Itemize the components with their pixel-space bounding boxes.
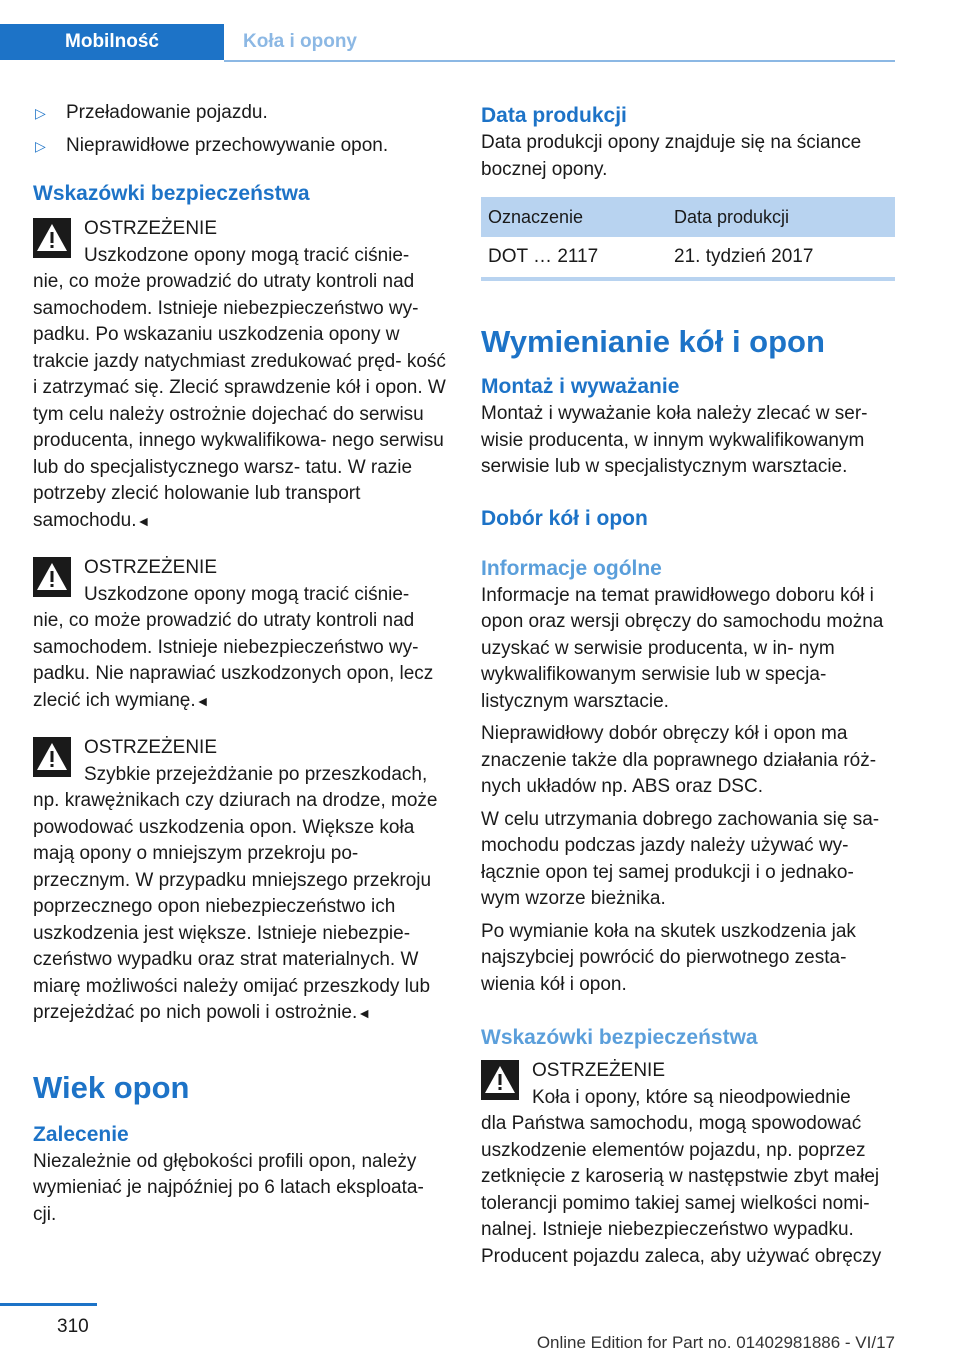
left-column bbox=[33, 100, 451, 1228]
warning-text: nie, co może prowadzić do utraty kontroli nad samochodem. Istnieje niebezpieczeństwo wy- padku. Po wskazaniu uszkodzenia opony w trakcie jazdy natychmiast zredukować pręd- kość i zatrzymać się. Zlecić sprawdzenie kół i opon. W tym celu należy ostrożnie dojechać do serwisu producenta, innego wykwalifikowa- nego serwisu lub do specjalistycznego warsz- tatu. W razie potrzeby zlecić holowanie lub transport samochodu.◄ bbox=[33, 271, 446, 531]
recommendation-heading: Zalecenie bbox=[33, 1122, 129, 1146]
warning-title: OSTRZEŻENIE bbox=[532, 1060, 666, 1081]
warning-title: OSTRZEŻENIE bbox=[84, 557, 218, 578]
table-row bbox=[481, 237, 895, 279]
warning-text-first: Uszkodzone opony mogą tracić ciśnie- bbox=[84, 244, 410, 266]
general-heading: Informacje ogólne bbox=[481, 556, 662, 580]
warning-block bbox=[33, 555, 451, 714]
warning-block bbox=[33, 216, 451, 534]
production-text: Data produkcji opony znajduje się na ściance bocznej opony. bbox=[481, 132, 862, 180]
footer-divider bbox=[0, 1303, 97, 1306]
bullet-list bbox=[33, 100, 451, 159]
bullet-text: Nieprawidłowe przechowywanie opon. bbox=[66, 134, 389, 156]
warning-text: nie, co może prowadzić do utraty kontroli nad samochodem. Istnieje niebezpieczeństwo wy- padku. Nie naprawiać uszkodzonych opon, lecz zlecić ich wymianę.◄ bbox=[33, 610, 434, 711]
production-table bbox=[481, 197, 895, 281]
selection-heading: Dobór kół i opon bbox=[481, 506, 648, 530]
list-item bbox=[33, 100, 451, 127]
general-paragraph: W celu utrzymania dobrego zachowania się sa- mochodu podczas jazdy należy używać wy- łącznie opon tej samej produkcji i o jednako- wym wzorze bieżnika. bbox=[481, 808, 880, 909]
age-heading: Wiek opon bbox=[33, 1069, 190, 1105]
warning-block bbox=[481, 1058, 897, 1270]
tab-mobilnosc[interactable]: Mobilność bbox=[0, 24, 224, 60]
page-number: 310 bbox=[57, 1316, 89, 1337]
production-heading: Data produkcji bbox=[481, 104, 627, 127]
right-column bbox=[481, 100, 897, 1270]
warning-triangle-icon bbox=[33, 218, 71, 258]
recommendation-text: Niezależnie od głębokości profili opon, należy wymieniać je najpóźniej po 6 latach eksploata- cji. bbox=[33, 1150, 424, 1225]
list-item bbox=[33, 133, 451, 160]
general-paragraph: Po wymianie koła na skutek uszkodzenia jak najszybciej powrócić do pierwotnego zesta- wienia kół i opon. bbox=[481, 920, 856, 995]
safety-heading: Wskazówki bezpieczeństwa bbox=[481, 1026, 758, 1049]
warning-title: OSTRZEŻENIE bbox=[84, 737, 218, 758]
header-divider bbox=[224, 60, 895, 62]
warning-title: OSTRZEŻENIE bbox=[84, 218, 218, 239]
table-cell: DOT … 2117 bbox=[481, 237, 667, 279]
table-cell: 21. tydzień 2017 bbox=[667, 237, 895, 279]
bullet-text: Przeładowanie pojazdu. bbox=[66, 102, 268, 123]
warning-text: np. krawężnikach czy dziurach na drodze, może powodować uszkodzenia opon. Większe koła mają opony o mniejszym przekroju po- przecznym. W przypadku mniejszego przekroju poprzecznego opon niebezpieczeństwo ich uszkodzenia jest większe. Istnieje niebezpie- czeństwo wypadku oraz strat materialnych. W miarę możliwości należy omijać przeszkody lub przejeżdżać po nich powoli i ostrożnie.◄ bbox=[33, 790, 438, 1023]
end-mark: ◄ bbox=[357, 1005, 372, 1021]
general-paragraph: Nieprawidłowy dobór obręczy kół i opon ma znaczenie także dla poprawnego działania róż- nych układów np. ABS oraz DSC. bbox=[481, 723, 877, 797]
end-mark: ◄ bbox=[136, 512, 151, 529]
table-header-cell: Oznaczenie bbox=[481, 197, 667, 237]
triangle-bullet-icon: ▷ bbox=[35, 137, 46, 154]
warning-text-first: Uszkodzone opony mogą tracić ciśnie- bbox=[84, 583, 410, 605]
tab-kola-i-opony[interactable]: Koła i opony bbox=[243, 31, 357, 52]
warning-block bbox=[33, 735, 451, 1027]
warning-text: dla Państwa samochodu, mogą spowodować uszkodzenie elementów pojazdu, np. poprzez zetknięcie z karoserią w następstwie zbyt małej tolerancji pomimo takiej samej wielkości nomi- nalnej. Istnieje niebezpieczeństwo wypadku. Producent pojazdu zaleca, aby używać obręczy bbox=[481, 1113, 882, 1267]
mount-text: Montaż i wyważanie koła należy zlecać w ser- wisie producenta, w innym wykwalifikowanym serwisie lub w specjalistycznym warsztacie. bbox=[481, 403, 868, 477]
table-header-row bbox=[481, 197, 895, 237]
warning-triangle-icon bbox=[33, 557, 71, 597]
table-header-cell: Data produkcji bbox=[667, 197, 895, 237]
end-mark: ◄ bbox=[195, 692, 210, 709]
general-paragraph: Informacje na temat prawidłowego doboru kół i opon oraz wersji obręczy do samochodu można uzyskać w serwisie producenta, w in- nym wykwalifikowanym serwisie lub w specja- listycznym warsztacie. bbox=[481, 584, 884, 712]
change-heading: Wymienianie kół i opon bbox=[481, 324, 825, 359]
warning-triangle-icon bbox=[33, 737, 71, 777]
warning-triangle-icon bbox=[481, 1060, 519, 1100]
warning-text-first: Szybkie przejeżdżanie po przeszkodach, bbox=[84, 763, 428, 785]
edition-note: Online Edition for Part no. 01402981886 - VI/17 bbox=[536, 1333, 895, 1352]
page-header bbox=[0, 24, 895, 62]
triangle-bullet-icon: ▷ bbox=[35, 105, 46, 121]
mount-heading: Montaż i wyważanie bbox=[481, 375, 680, 398]
warning-text-first: Koła i opony, które są nieodpowiednie bbox=[532, 1086, 851, 1108]
safety-heading: Wskazówki bezpieczeństwa bbox=[33, 182, 310, 205]
